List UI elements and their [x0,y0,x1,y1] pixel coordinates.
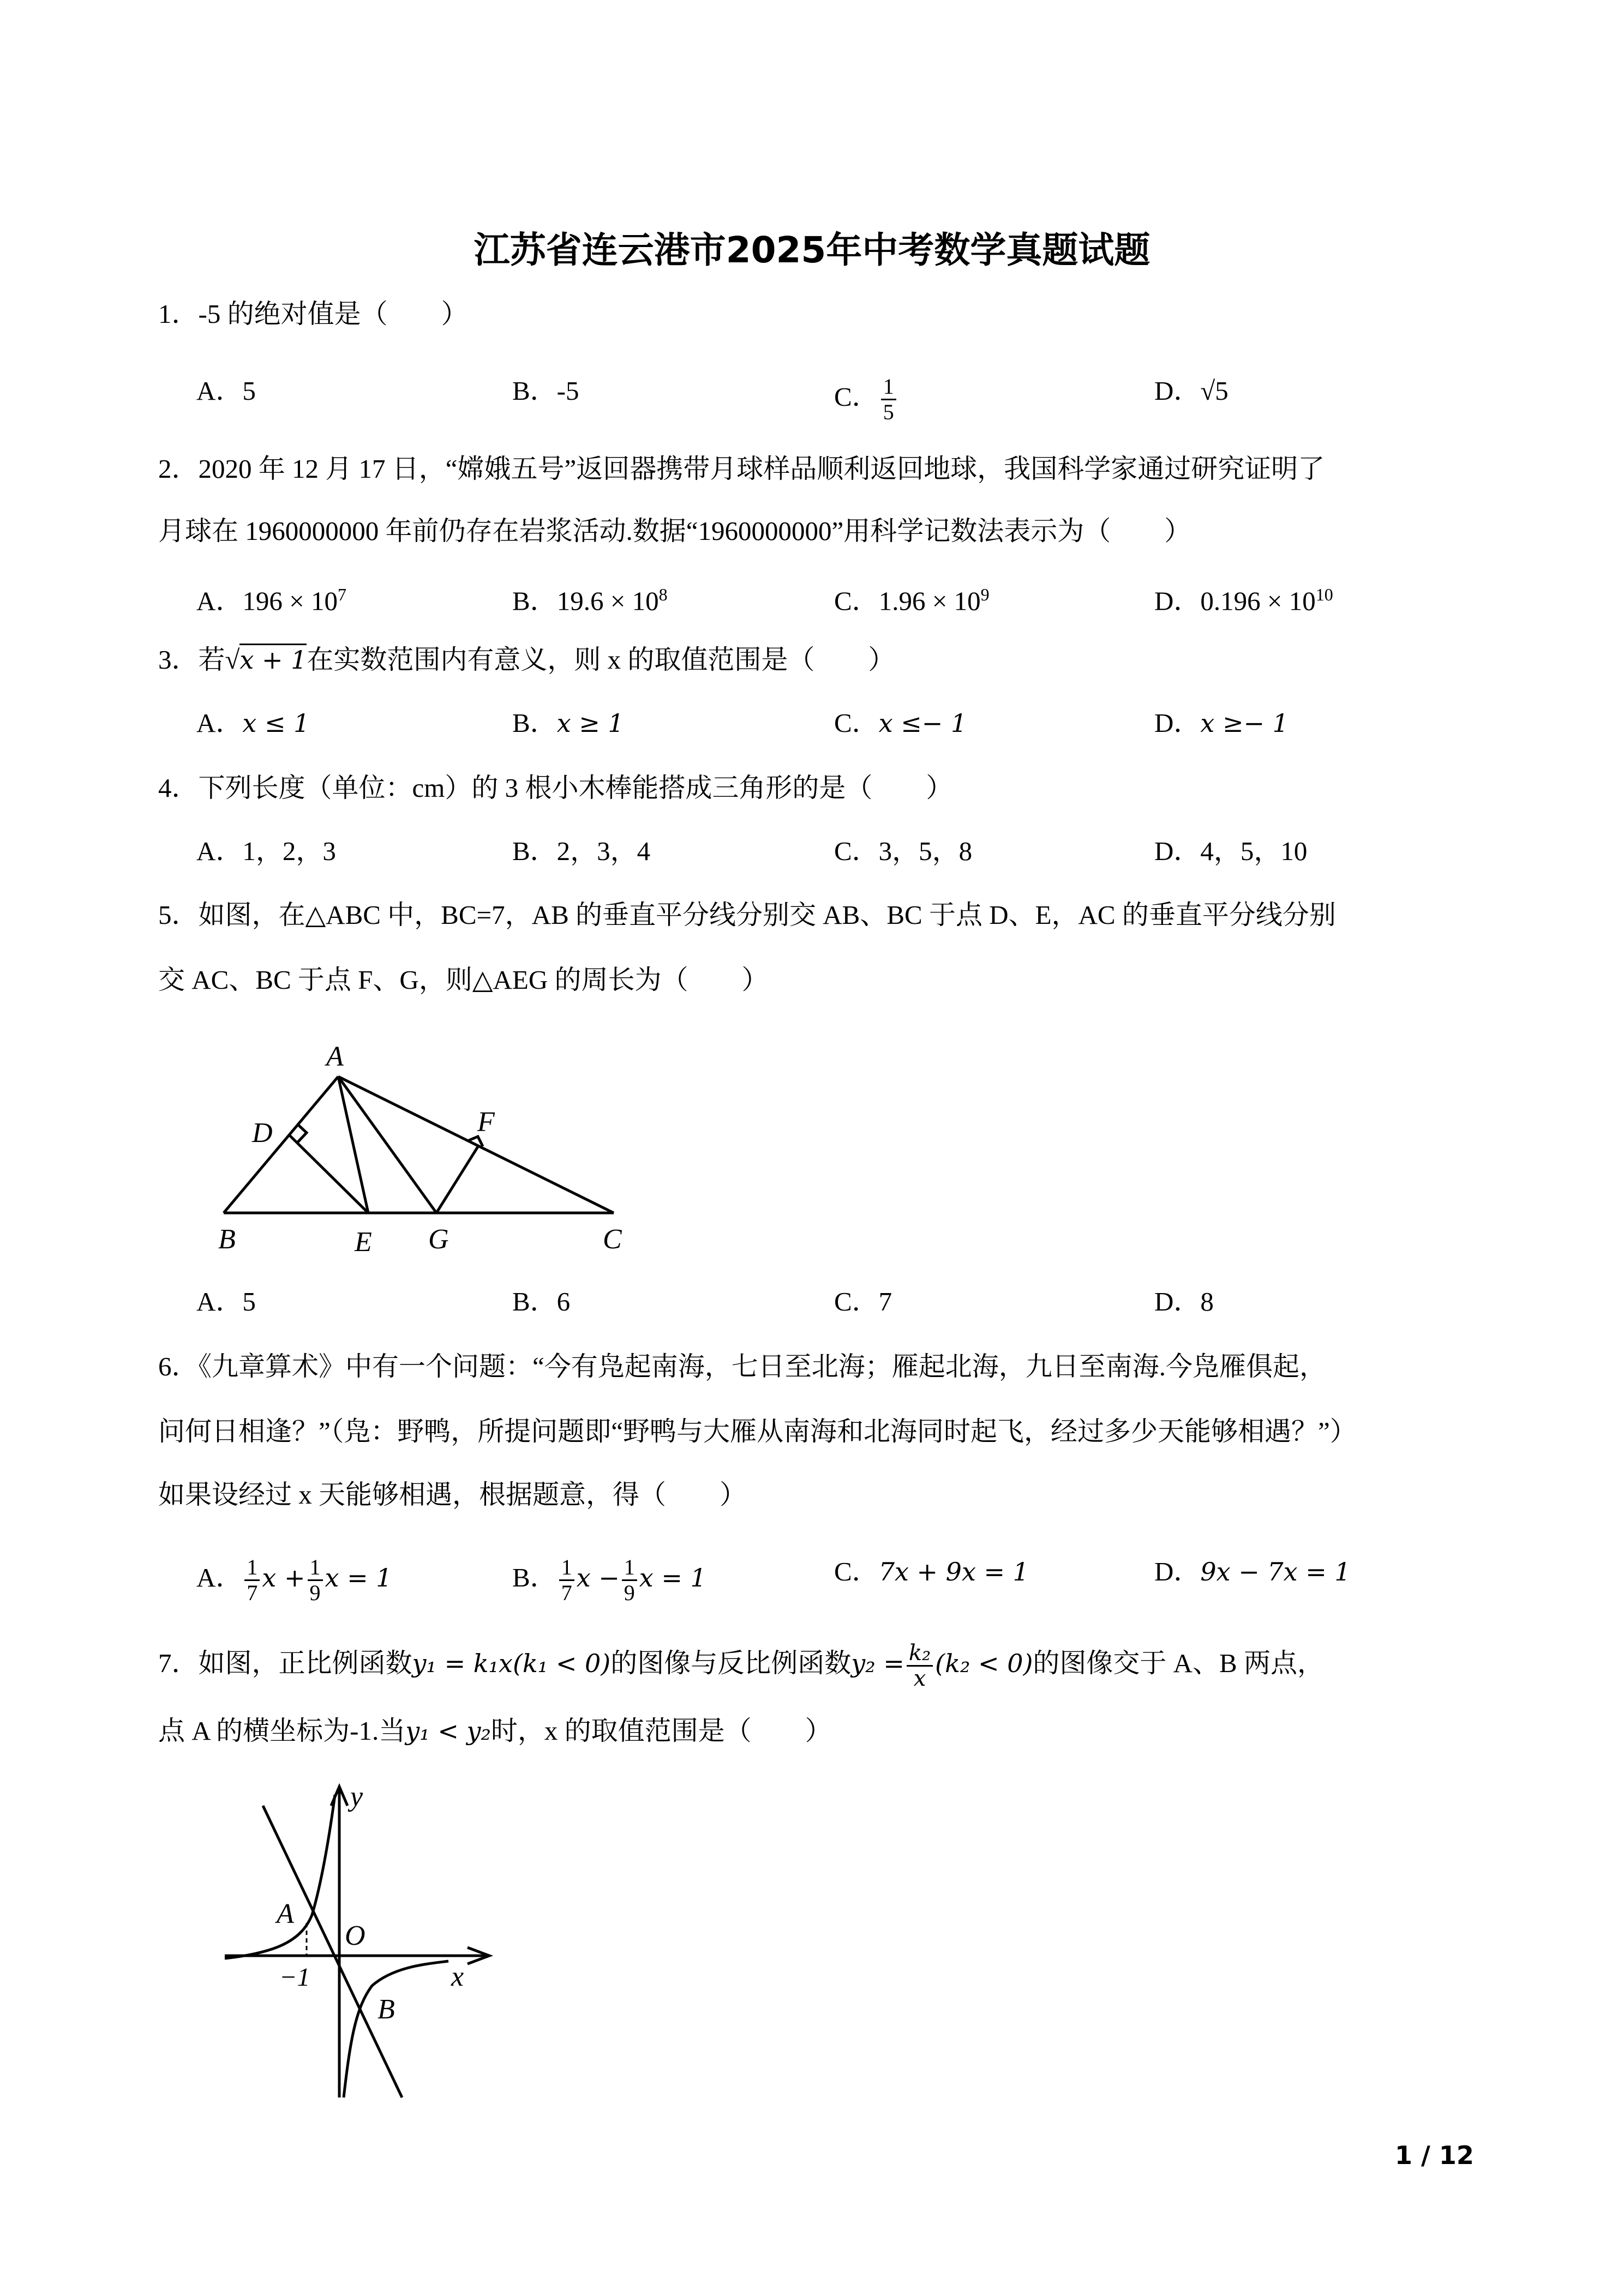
fraction [881,375,896,424]
sqrt: √x + 1 [225,645,307,675]
q3-option-d [1154,707,1289,740]
math: √5 [1200,376,1229,406]
numerator: 1 [244,1555,260,1581]
label-C: C [603,1224,622,1255]
denominator: 9 [624,1580,635,1605]
math: 196 × 10 [242,586,338,616]
q6-option-d [1154,1555,1351,1588]
label-y: y [350,1781,363,1812]
q1-option-d [1154,375,1229,407]
option-label: A． [196,1562,243,1592]
fraction [907,1641,933,1691]
option-label: B． [512,708,557,738]
math: x ≥− 1 [1200,708,1289,738]
option-label: C． [834,381,879,412]
question-5-line-1: 5．如图，在△ABC 中，BC=7，AB 的垂直平分线分别交 AB、BC 于点 D、E，AC 的垂直平分线分别 [158,900,1336,930]
q5-option-c: C．7 [834,1287,892,1317]
q3-option-a [196,707,309,740]
math: x ≤ 1 [242,708,310,738]
question-1: 1．-5 的绝对值是（ ） [158,299,468,329]
denominator: x [913,1666,926,1691]
q3-option-b [512,707,624,740]
math: y₂ = [851,1648,904,1678]
q2-option-a [196,578,346,617]
q6-option-c [834,1555,1029,1588]
question-4: 4．下列长度（单位：cm）的 3 根小木棒能搭成三角形的是（ ） [158,773,953,803]
numerator: 1 [559,1555,574,1581]
question-6-line-3: 如果设经过 x 天能够相遇，根据题意，得（ ） [158,1480,747,1510]
text: 3．若 [158,645,225,675]
option-label: C． [834,1556,879,1586]
label-A: A [326,1041,344,1072]
q5-option-a: A．5 [196,1287,256,1317]
math: x ≥ 1 [556,708,624,738]
q5-option-d: D．8 [1154,1287,1214,1317]
math: 19.6 × 10 [556,586,659,616]
triangle-figure [207,1033,644,1257]
q4-option-a: A．1，2，3 [196,836,336,866]
exponent: 7 [338,585,347,604]
option-label: A． [196,586,243,616]
fraction [308,1555,323,1605]
text: 的图像交于 A、B 两点， [1033,1648,1324,1678]
option-label: B． [512,1562,557,1592]
label-neg-1: −1 [279,1963,310,1992]
text: 时，x 的取值范围是（ ） [490,1716,832,1746]
numerator: k₂ [907,1641,933,1667]
math: 1.96 × 10 [878,586,981,616]
question-5-line-2: 交 AC、BC 于点 F、G，则△AEG 的周长为（ ） [158,965,769,995]
q3-option-c [834,707,967,740]
label-G: G [428,1224,449,1255]
text: 在实数范围内有意义，则 x 的取值范围是（ ） [307,645,895,675]
q6-option-b [512,1555,706,1605]
question-3 [158,644,895,676]
q4-option-d: D．4，5，10 [1154,836,1308,866]
q1-option-c [834,375,898,424]
math: (k₂ < 0) [935,1648,1033,1678]
label-O: O [345,1920,365,1951]
label-B: B [218,1224,236,1255]
math: x = 1 [639,1562,706,1592]
exponent: 9 [980,585,990,604]
q1-option-b: B．-5 [512,376,579,406]
q1-option-a: A．5 [196,376,256,406]
option-label: D． [1154,1556,1201,1586]
text: 的图像与反比例函数 [610,1648,852,1678]
q4-option-b: B．2，3，4 [512,836,651,866]
q2-option-c [834,578,990,617]
option-label: B． [512,586,557,616]
label-B: B [377,1994,395,2025]
exponent: 8 [658,585,668,604]
q2-option-d [1154,578,1333,617]
fraction [559,1555,574,1605]
math: x = 1 [325,1562,392,1592]
page-number: 1 / 12 [1395,2141,1474,2170]
numerator: 1 [308,1555,323,1581]
text: 点 A 的横坐标为-1.当 [158,1716,406,1746]
denominator: 7 [247,1580,258,1605]
label-x: x [451,1961,464,1992]
denominator: 7 [561,1580,572,1605]
math: y₁ < y₂ [405,1716,491,1746]
question-7-line-2 [158,1715,832,1747]
numerator: 1 [881,375,896,400]
option-label: D． [1154,708,1201,738]
question-6-line-1: 6．《九章算术》中有一个问题：“今有凫起南海，七日至北海；雁起北海，九日至南海.今凫雁俱起， [158,1351,1326,1381]
label-E: E [355,1227,372,1257]
math: x + [262,1562,305,1592]
math: x ≤− 1 [878,708,967,738]
q6-option-a [196,1555,392,1605]
text: 7．如图，正比例函数 [158,1648,412,1678]
question-2-line-1: 2．2020 年 12 月 17 日，“嫦娥五号”返回器携带月球样品顺利返回地球，我国科学家通过研究证明了 [158,454,1325,484]
math: 0.196 × 10 [1200,586,1316,616]
exponent: 10 [1315,585,1333,604]
option-label: C． [834,708,879,738]
fraction [622,1555,637,1605]
question-7-line-1 [158,1641,1324,1691]
label-F: F [477,1107,495,1138]
label-D: D [252,1117,273,1149]
denominator: 9 [309,1580,321,1605]
option-label: D． [1154,376,1201,406]
q2-option-b [512,578,668,617]
math: 7x + 9x = 1 [878,1557,1029,1586]
numerator: 1 [622,1555,637,1581]
question-6-line-2: 问何日相逢？”（凫：野鸭，所提问题即“野鸭与大雁从南海和北海同时起飞，经过多少天能够相遇？”） [158,1416,1357,1446]
q4-option-c: C．3，5，8 [834,836,973,866]
option-label: A． [196,708,243,738]
denominator: 5 [883,400,894,424]
question-2-line-2: 月球在 1960000000 年前仍存在岩浆活动.数据“1960000000”用科学记数法表示为（ ） [158,516,1191,546]
q5-option-b: B．6 [512,1287,571,1317]
page-title: 江苏省连云港市2025年中考数学真题试题 [474,229,1150,271]
math: y₁ = k₁x(k₁ < 0) [412,1648,611,1678]
option-label: C． [834,586,879,616]
option-label: D． [1154,586,1201,616]
math: x − [576,1562,620,1592]
label-A: A [277,1898,294,1930]
function-graph-figure [192,1778,508,2100]
fraction [244,1555,260,1605]
math: 9x − 7x = 1 [1200,1557,1351,1586]
radicand: x + 1 [239,644,307,675]
